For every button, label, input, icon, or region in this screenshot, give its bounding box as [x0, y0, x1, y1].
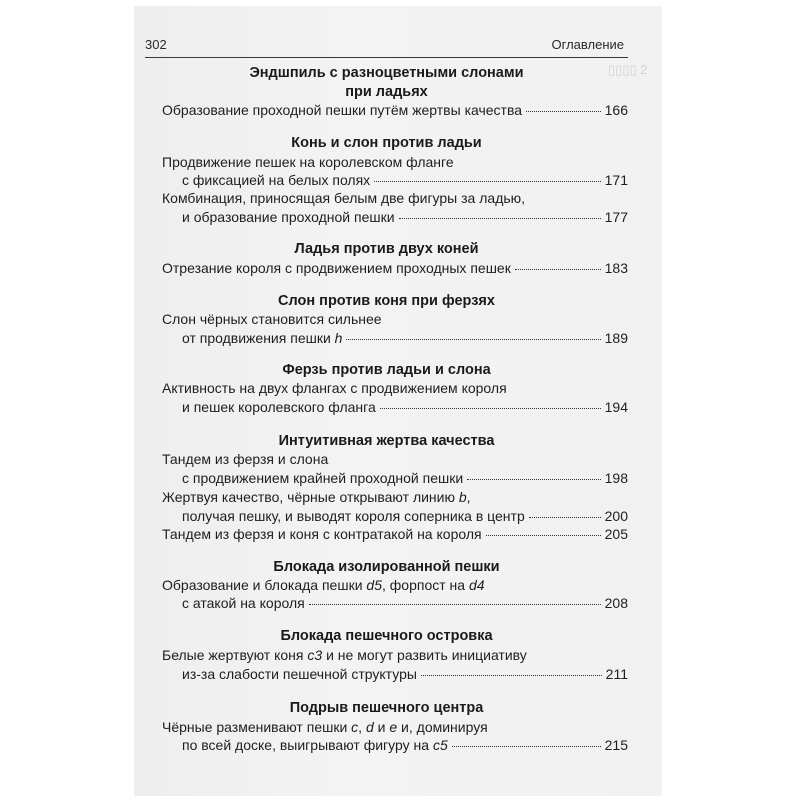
dot-leader: [346, 338, 600, 340]
dot-leader: [380, 407, 601, 409]
toc-page-number: 171: [604, 172, 628, 188]
section-title: Блокада изолированной пешки: [273, 559, 500, 575]
toc-entry-text: Образование проходной пешки путём жертвы качества: [162, 102, 523, 118]
toc-entry-continuation: [182, 171, 628, 190]
toc-entry-text: Отрезание короля с продвижением проходных пешек: [162, 260, 511, 276]
toc-entry: [162, 488, 628, 507]
toc-page-number: 215: [604, 737, 628, 753]
page-number: 302: [145, 37, 167, 52]
toc-entry-text: по всей доске, выигрывают фигуру на c5: [182, 737, 448, 753]
toc-entry-text: с продвижением крайней проходной пешки: [182, 470, 464, 486]
dot-leader: [309, 603, 601, 605]
toc-entry-text: от продвижения пешки h: [182, 330, 343, 346]
section-title: Эндшпиль с разноцветными слонами: [249, 65, 524, 81]
toc-entry-continuation: [182, 469, 628, 488]
dot-leader: [486, 534, 601, 536]
toc-entry: [162, 153, 628, 172]
toc-entry-continuation: [182, 736, 628, 755]
toc-entry-text: Слон чёрных становится сильнее: [162, 311, 382, 327]
section-title: Конь и слон против ладьи: [291, 135, 482, 151]
toc-entry-text: и образование проходной пешки: [182, 209, 395, 225]
toc-page-number: 211: [605, 666, 628, 682]
dot-leader: [529, 516, 601, 518]
dot-leader: [467, 478, 600, 480]
toc-entry-continuation: [182, 208, 628, 227]
toc-entry-continuation: [182, 329, 628, 348]
toc-page-number: 166: [604, 102, 628, 118]
toc-entry: [162, 525, 628, 544]
toc-entry-continuation: [182, 507, 628, 526]
dot-leader: [515, 268, 601, 270]
toc-entry: [162, 646, 628, 665]
toc-entry-continuation: [182, 594, 628, 613]
toc-entry: [162, 450, 628, 469]
toc-page-number: 205: [604, 526, 628, 542]
toc-entry: [162, 310, 628, 329]
toc-entry-text: Комбинация, приносящая белым две фигуры за ладью,: [162, 190, 526, 206]
toc-page-number: 198: [604, 470, 628, 486]
dot-leader: [374, 180, 600, 182]
toc-entry: [162, 259, 628, 278]
toc-entry-continuation: [182, 665, 628, 684]
dot-leader: [421, 674, 602, 676]
running-title: Оглавление: [551, 37, 624, 52]
toc-page-number: 189: [604, 330, 628, 346]
toc-page-number: 208: [604, 595, 628, 611]
toc-entry-text: и пешек королевского фланга: [182, 399, 376, 415]
section-title: Блокада пешечного островка: [280, 628, 493, 644]
section-title: Ферзь против ладьи и слона: [282, 362, 491, 378]
section-title: Ладья против двух коней: [294, 241, 479, 257]
section-title: Подрыв пешечного центра: [289, 700, 484, 716]
toc-entry-text: с атакой на короля: [182, 595, 305, 611]
dot-leader: [526, 110, 601, 112]
toc-entry-text: Образование и блокада пешки d5, форпост на d4: [162, 577, 485, 593]
dot-leader: [452, 745, 601, 747]
dot-leader: [399, 217, 601, 219]
toc-entry-text: Чёрные разменивают пешки c, d и e и, доминируя: [162, 719, 488, 735]
toc-page-number: 177: [604, 209, 628, 225]
toc-entry-text: Тандем из ферзя и коня с контратакой на короля: [162, 526, 482, 542]
toc-entry-text: из-за слабости пешечной структуры: [182, 666, 417, 682]
toc-entry-text: Активность на двух флангах с продвижением короля: [162, 380, 507, 396]
toc-page-number: 194: [604, 399, 628, 415]
toc-entry: [162, 379, 628, 398]
section-title: Интуитивная жертва качества: [278, 433, 495, 449]
toc-page-number: 200: [604, 508, 628, 524]
section-title: при ладьях: [345, 84, 428, 100]
toc-entry-text: Жертвуя качество, чёрные открывают линию b,: [162, 489, 471, 505]
toc-page-number: 183: [604, 260, 628, 276]
bleed-through-text: ▯▯▯▯ 2: [608, 62, 648, 77]
toc-entry-text: Тандем из ферзя и слона: [162, 451, 329, 467]
toc-entry: [162, 189, 628, 208]
toc-entry: [162, 576, 628, 595]
toc-entry: [162, 101, 628, 120]
toc-entry: [162, 718, 628, 737]
toc-entry-text: получая пешку, и выводят короля соперника в центр: [182, 508, 525, 524]
toc-entry-text: Продвижение пешек на королевском фланге: [162, 154, 454, 170]
section-title: Слон против коня при ферзях: [278, 293, 495, 309]
toc-entry-text: Белые жертвуют коня c3 и не могут развить инициативу: [162, 647, 527, 663]
toc-entry-continuation: [182, 398, 628, 417]
toc-entry-text: с фиксацией на белых полях: [182, 172, 371, 188]
